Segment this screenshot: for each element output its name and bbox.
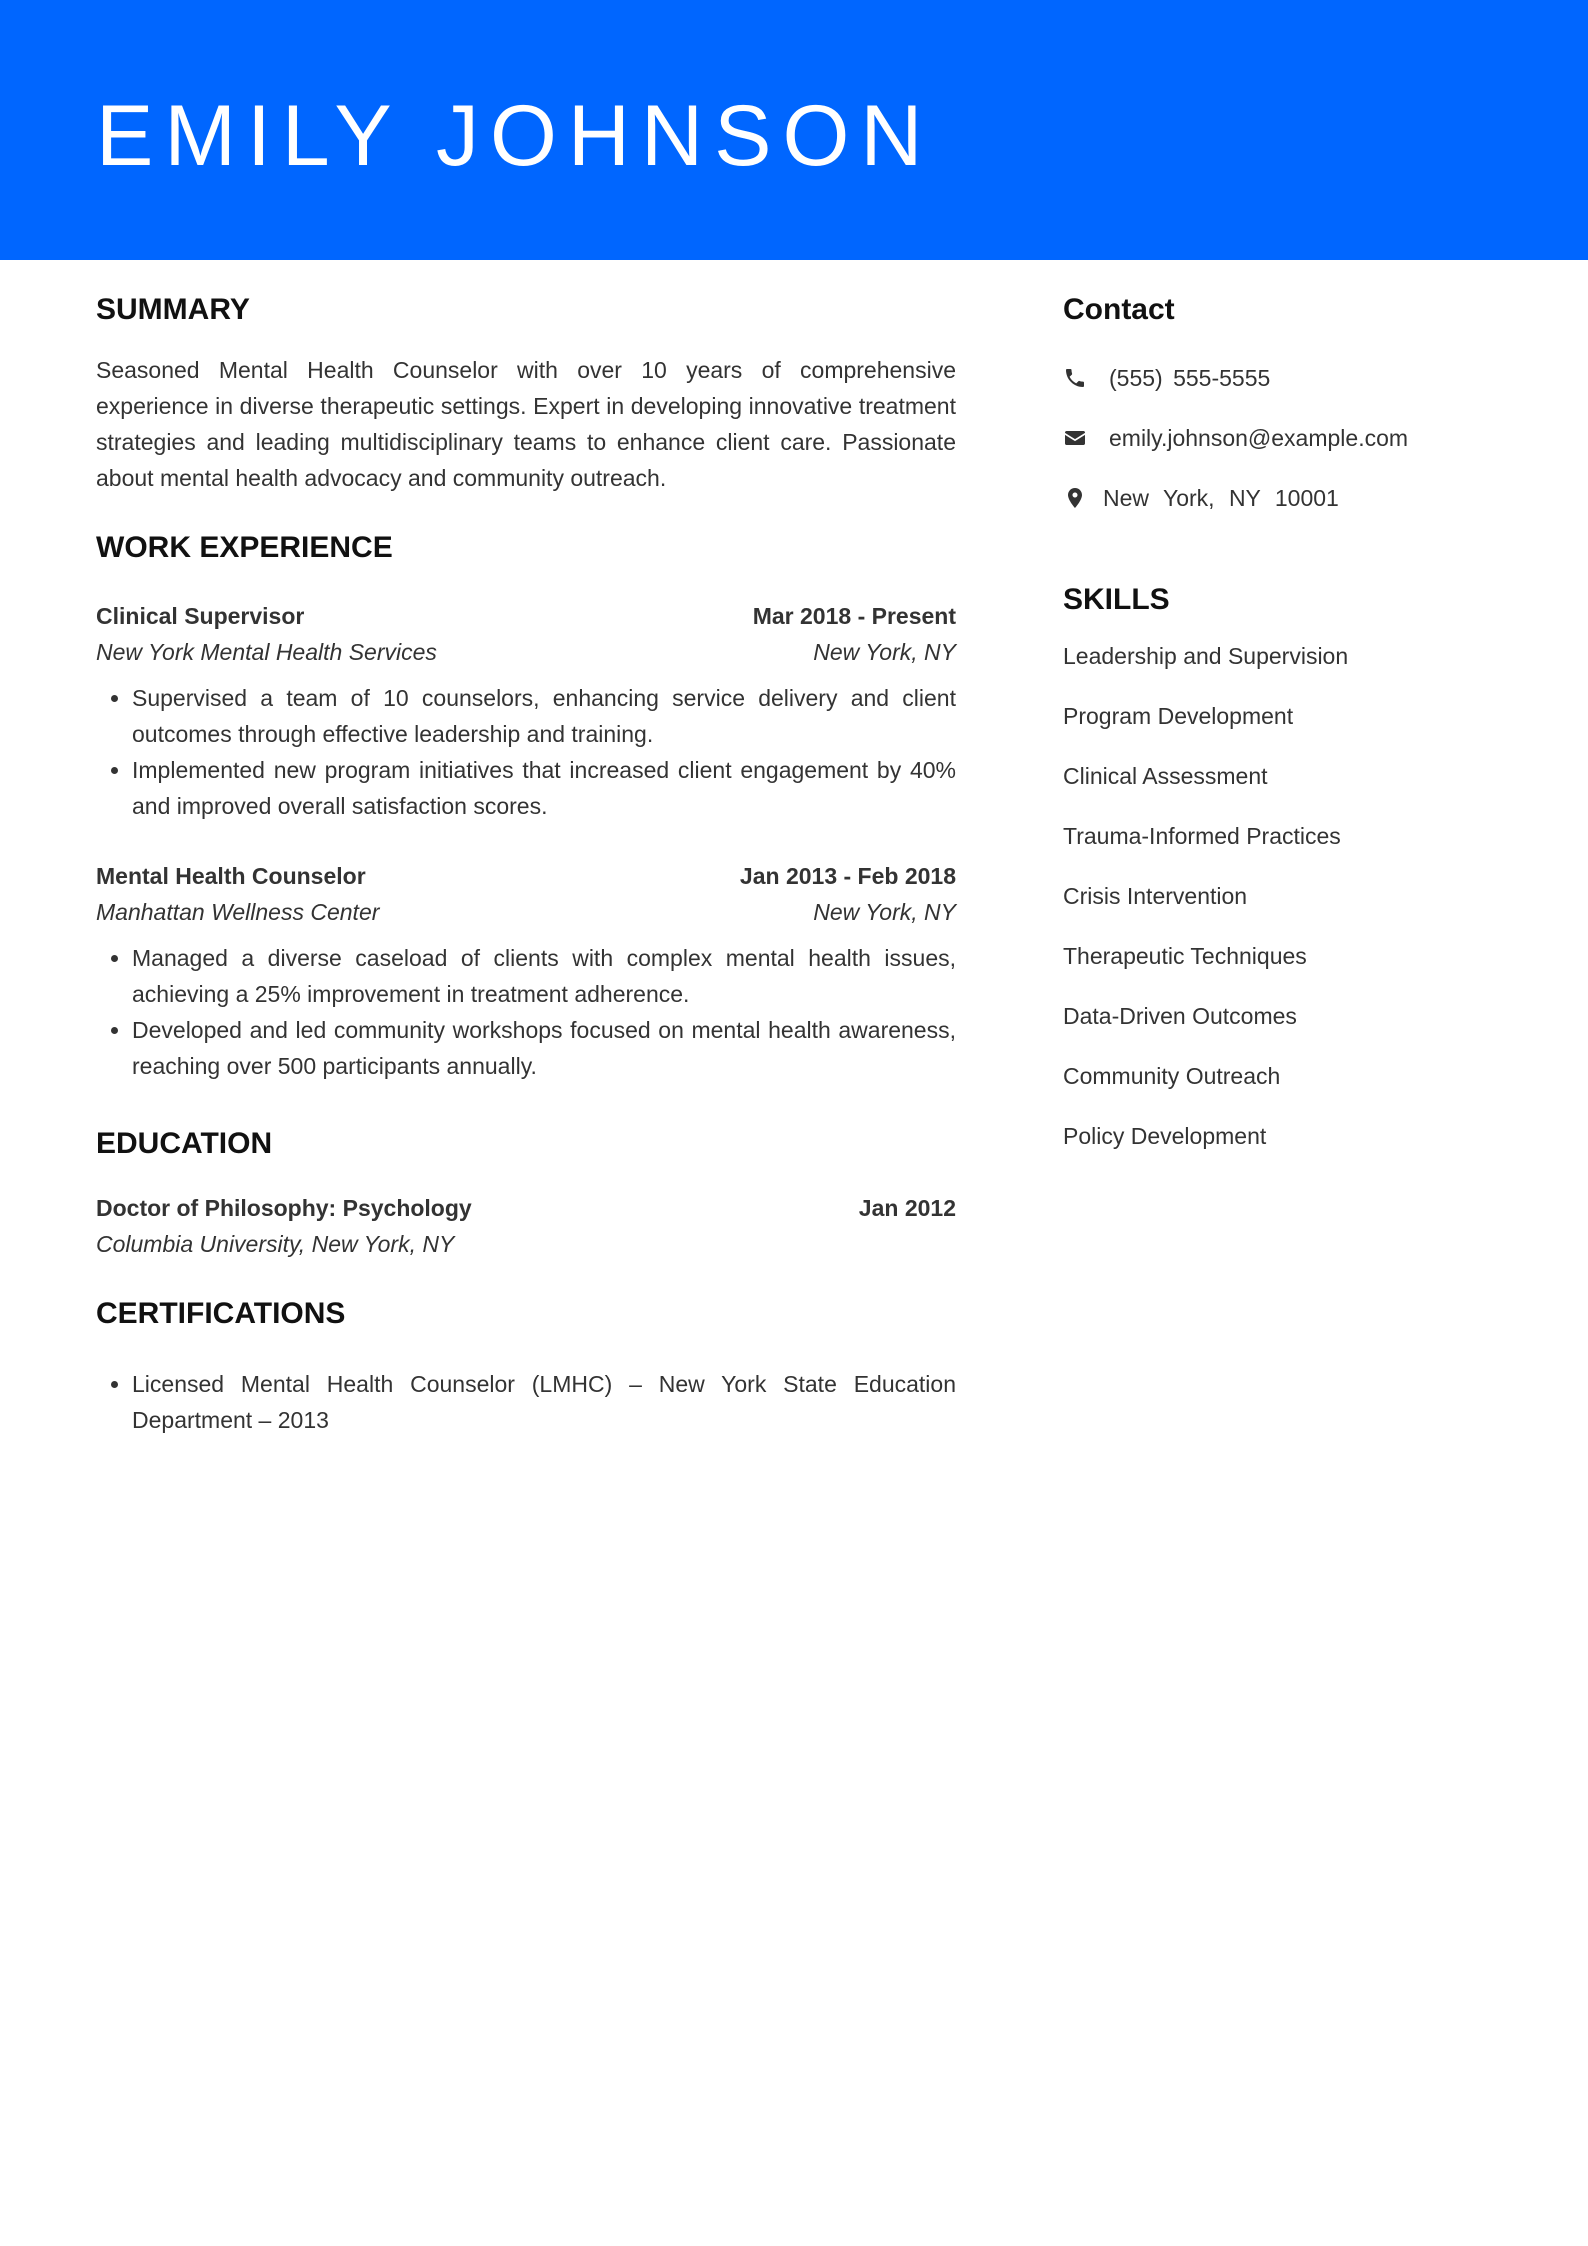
- job-title: Clinical Supervisor: [96, 603, 305, 629]
- skill-item: Data-Driven Outcomes: [1063, 1003, 1297, 1029]
- summary-text: Seasoned Mental Health Counselor with over 10 years of comprehensive experience in diverse therapeutic settings. Expert in developing innovative treatment strategies and leading multidisciplinary teams to enhance client care. Passionate about mental health advocacy and community outreach.: [96, 357, 956, 491]
- certifications-heading: CERTIFICATIONS: [96, 1297, 346, 1330]
- header-banner: [0, 0, 1588, 260]
- job-bullets: [96, 940, 956, 1084]
- work-experience-heading: WORK EXPERIENCE: [96, 531, 393, 564]
- job-subheader: [96, 894, 956, 930]
- skill-item: Therapeutic Techniques: [1063, 943, 1307, 969]
- work-experience-section: [96, 528, 956, 1084]
- job-bullet: • Developed and led community workshops focused on mental health awareness, reaching over 500 participants annually.: [132, 1012, 956, 1084]
- skill-item: Policy Development: [1063, 1123, 1267, 1149]
- contact-list: [1063, 360, 1503, 516]
- job-title: Mental Health Counselor: [96, 863, 366, 889]
- summary-section: [96, 290, 956, 496]
- job-bullets: [96, 680, 956, 824]
- contact-phone: [1063, 360, 1503, 396]
- skill-item: Program Development: [1063, 703, 1294, 729]
- education-header: [96, 1190, 956, 1226]
- candidate-name: EMILY JOHNSON: [96, 88, 934, 184]
- job-entry: [96, 598, 956, 824]
- job-company: New York Mental Health Services: [96, 639, 437, 665]
- certifications-list: [96, 1366, 956, 1438]
- job-subheader: [96, 634, 956, 670]
- education-section: [96, 1124, 956, 1262]
- map-pin-icon: [1063, 486, 1087, 510]
- job-bullet: • Supervised a team of 10 counselors, enhancing service delivery and client outcomes through effective leadership and training.: [132, 680, 956, 752]
- certifications-section: [96, 1294, 956, 1438]
- education-subheader: [96, 1226, 956, 1262]
- job-location: New York, NY: [813, 639, 956, 665]
- job-bullet: • Managed a diverse caseload of clients with complex mental health issues, achieving a 25% improvement in treatment adherence.: [132, 940, 956, 1012]
- skill-item: Community Outreach: [1063, 1063, 1281, 1089]
- job-header: [96, 598, 956, 634]
- certification-item: • Licensed Mental Health Counselor (LMHC) – New York State Education Department – 2013: [132, 1366, 956, 1438]
- skill-item: Leadership and Supervision: [1063, 643, 1349, 669]
- education-date: Jan 2012: [858, 1195, 956, 1221]
- contact-heading: Contact: [1063, 293, 1175, 326]
- skills-heading: SKILLS: [1063, 583, 1170, 616]
- job-header: [96, 858, 956, 894]
- skill-item: Crisis Intervention: [1063, 883, 1248, 909]
- contact-email-text[interactable]: emily.johnson@example.com: [1109, 424, 1409, 451]
- job-entry: [96, 858, 956, 1084]
- job-dates: Jan 2013 - Feb 2018: [739, 863, 956, 889]
- contact-location: [1063, 480, 1503, 516]
- skill-item: Clinical Assessment: [1063, 763, 1268, 789]
- skill-item: Trauma-Informed Practices: [1063, 823, 1341, 849]
- envelope-icon: [1063, 426, 1087, 450]
- job-company: Manhattan Wellness Center: [96, 899, 380, 925]
- phone-icon: [1063, 366, 1087, 390]
- summary-heading: SUMMARY: [96, 293, 250, 326]
- education-entry: [96, 1190, 956, 1262]
- contact-section: [1063, 290, 1503, 516]
- sidebar-column: [1063, 290, 1503, 1178]
- skills-list: [1063, 638, 1503, 1154]
- main-column: [96, 290, 956, 1438]
- contact-email: [1063, 420, 1503, 456]
- contact-phone-text: (555) 555-5555: [1109, 364, 1271, 391]
- job-bullet: • Implemented new program initiatives that increased client engagement by 40% and improved overall satisfaction scores.: [132, 752, 956, 824]
- contact-location-text: New York, NY 10001: [1103, 484, 1339, 511]
- job-dates: Mar 2018 - Present: [752, 603, 956, 629]
- education-heading: EDUCATION: [96, 1127, 273, 1160]
- skills-section: [1063, 580, 1503, 1154]
- job-location: New York, NY: [813, 899, 956, 925]
- education-degree: Doctor of Philosophy: Psychology: [96, 1195, 472, 1221]
- education-school: Columbia University, New York, NY: [96, 1231, 455, 1257]
